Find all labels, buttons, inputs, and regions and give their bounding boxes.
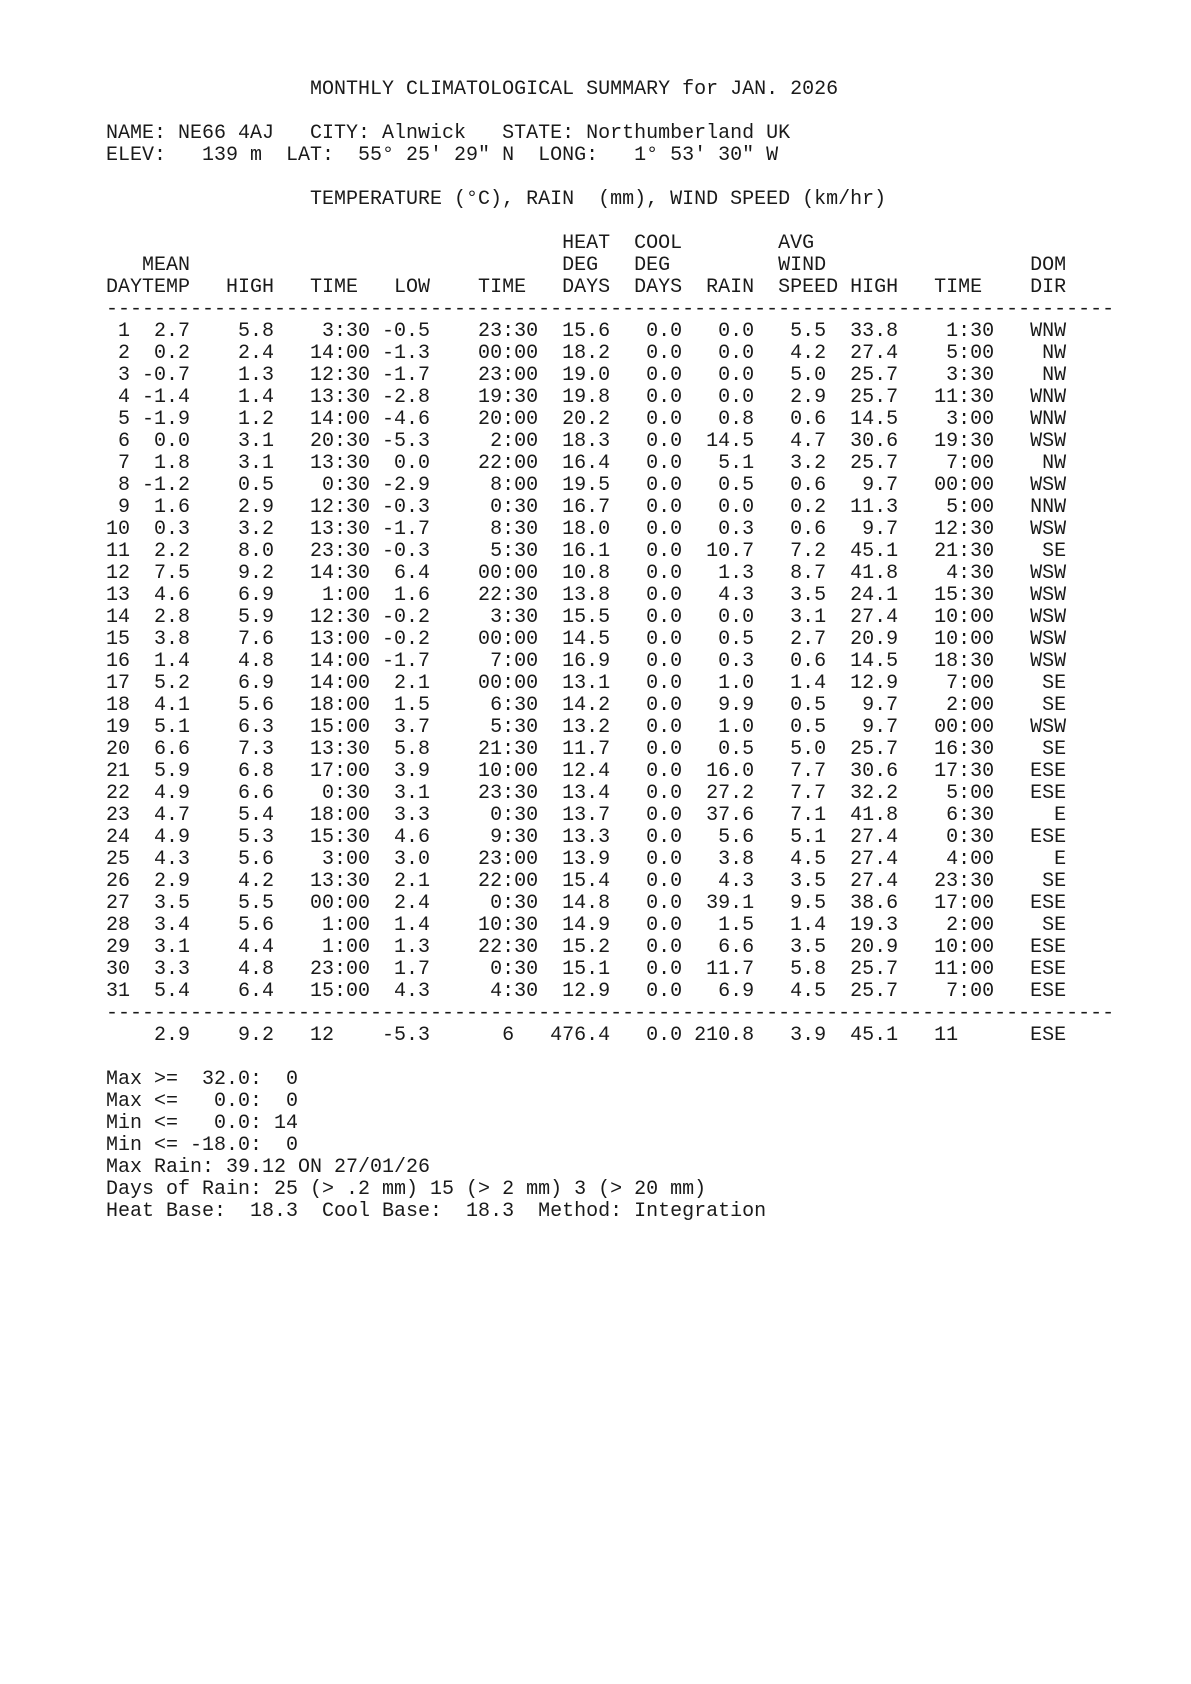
table-row: 28 3.4 5.6 1:00 1.4 10:30 14.9 0.0 1.5 1.4 19.3 2:00 SE: [106, 914, 1067, 937]
table-row: 8 -1.2 0.5 0:30 -2.9 8:00 19.5 0.0 0.5 0.6 9.7 00:00 WSW: [106, 474, 1067, 497]
heat-cool-base-line: Heat Base: 18.3 Cool Base: 18.3 Method: Integration: [106, 1200, 767, 1223]
table-bottom-rule: ------------------------------------------------------------------------------------: [106, 1002, 1115, 1025]
table-row: 5 -1.9 1.2 14:00 -4.6 20:00 20.2 0.0 0.8 0.6 14.5 3:00 WNW: [106, 408, 1067, 431]
table-row: 1 2.7 5.8 3:30 -0.5 23:30 15.6 0.0 0.0 5.5 33.8 1:30 WNW: [106, 320, 1067, 343]
table-row: 20 6.6 7.3 13:30 5.8 21:30 11.7 0.0 0.5 5.0 25.7 16:30 SE: [106, 738, 1067, 761]
table-row: 22 4.9 6.6 0:30 3.1 23:30 13.4 0.0 27.2 7.7 32.2 5:00 ESE: [106, 782, 1067, 805]
threshold-line: Max <= 0.0: 0: [106, 1090, 299, 1113]
table-row: 29 3.1 4.4 1:00 1.3 22:30 15.2 0.0 6.6 3.5 20.9 10:00 ESE: [106, 936, 1067, 959]
table-row: 19 5.1 6.3 15:00 3.7 5:30 13.2 0.0 1.0 0.5 9.7 00:00 WSW: [106, 716, 1067, 739]
climate-report-document: [106, 79, 1114, 1223]
table-row: 24 4.9 5.3 15:30 4.6 9:30 13.3 0.0 5.6 5.1 27.4 0:30 ESE: [106, 826, 1067, 849]
table-body: [106, 320, 1066, 1003]
table-row: 26 2.9 4.2 13:30 2.1 22:00 15.4 0.0 4.3 3.5 27.4 23:30 SE: [106, 870, 1067, 893]
table-header-line-1: HEAT COOL AVG: [106, 232, 815, 255]
table-header-line-3: DAYTEMP HIGH TIME LOW TIME DAYS DAYS RAIN SPEED HIGH TIME DIR: [106, 276, 1067, 299]
table-row: 30 3.3 4.8 23:00 1.7 0:30 15.1 0.0 11.7 5.8 25.7 11:00 ESE: [106, 958, 1067, 981]
table-row: 27 3.5 5.5 00:00 2.4 0:30 14.8 0.0 39.1 9.5 38.6 17:00 ESE: [106, 892, 1067, 915]
station-location-line: ELEV: 139 m LAT: 55° 25' 29" N LONG: 1° 53' 30" W: [106, 144, 779, 167]
threshold-line: Min <= -18.0: 0: [106, 1134, 299, 1157]
table-row: 13 4.6 6.9 1:00 1.6 22:30 13.8 0.0 4.3 3.5 24.1 15:30 WSW: [106, 584, 1067, 607]
table-row: 15 3.8 7.6 13:00 -0.2 00:00 14.5 0.0 0.5 2.7 20.9 10:00 WSW: [106, 628, 1067, 651]
report-title: MONTHLY CLIMATOLOGICAL SUMMARY for JAN. 2026: [310, 78, 839, 101]
table-row: 4 -1.4 1.4 13:30 -2.8 19:30 19.8 0.0 0.0 2.9 25.7 11:30 WNW: [106, 386, 1067, 409]
days-of-rain-line: Days of Rain: 25 (> .2 mm) 15 (> 2 mm) 3 (> 20 mm): [106, 1178, 707, 1201]
station-identity-line: NAME: NE66 4AJ CITY: Alnwick STATE: Northumberland UK: [106, 122, 791, 145]
footer-thresholds: [106, 1068, 298, 1157]
table-row: 10 0.3 3.2 13:30 -1.7 8:30 18.0 0.0 0.3 0.6 9.7 12:30 WSW: [106, 518, 1067, 541]
table-row: 31 5.4 6.4 15:00 4.3 4:30 12.9 0.0 6.9 4.5 25.7 7:00 ESE: [106, 980, 1067, 1003]
threshold-line: Max >= 32.0: 0: [106, 1068, 299, 1091]
table-row: 23 4.7 5.4 18:00 3.3 0:30 13.7 0.0 37.6 7.1 41.8 6:30 E: [106, 804, 1067, 827]
units-line: TEMPERATURE (°C), RAIN (mm), WIND SPEED (km/hr): [310, 188, 887, 211]
table-row: 9 1.6 2.9 12:30 -0.3 0:30 16.7 0.0 0.0 0.2 11.3 5:00 NNW: [106, 496, 1067, 519]
max-rain-line: Max Rain: 39.12 ON 27/01/26: [106, 1156, 431, 1179]
table-summary-row: 2.9 9.2 12 -5.3 6 476.4 0.0 210.8 3.9 45.1 11 ESE: [106, 1024, 1067, 1047]
table-row: 7 1.8 3.1 13:30 0.0 22:00 16.4 0.0 5.1 3.2 25.7 7:00 NW: [106, 452, 1067, 475]
table-row: 16 1.4 4.8 14:00 -1.7 7:00 16.9 0.0 0.3 0.6 14.5 18:30 WSW: [106, 650, 1067, 673]
table-row: 17 5.2 6.9 14:00 2.1 00:00 13.1 0.0 1.0 1.4 12.9 7:00 SE: [106, 672, 1067, 695]
table-row: 25 4.3 5.6 3:00 3.0 23:00 13.9 0.0 3.8 4.5 27.4 4:00 E: [106, 848, 1067, 871]
table-header-line-2: MEAN DEG DEG WIND DOM: [106, 254, 1067, 277]
table-row: 14 2.8 5.9 12:30 -0.2 3:30 15.5 0.0 0.0 3.1 27.4 10:00 WSW: [106, 606, 1067, 629]
table-row: 3 -0.7 1.3 12:30 -1.7 23:00 19.0 0.0 0.0 5.0 25.7 3:30 NW: [106, 364, 1067, 387]
table-row: 11 2.2 8.0 23:30 -0.3 5:30 16.1 0.0 10.7 7.2 45.1 21:30 SE: [106, 540, 1067, 563]
table-row: 2 0.2 2.4 14:00 -1.3 00:00 18.2 0.0 0.0 4.2 27.4 5:00 NW: [106, 342, 1067, 365]
table-top-rule: ------------------------------------------------------------------------------------: [106, 298, 1115, 321]
threshold-line: Min <= 0.0: 14: [106, 1112, 299, 1135]
table-row: 6 0.0 3.1 20:30 -5.3 2:00 18.3 0.0 14.5 4.7 30.6 19:30 WSW: [106, 430, 1067, 453]
table-row: 21 5.9 6.8 17:00 3.9 10:00 12.4 0.0 16.0 7.7 30.6 17:30 ESE: [106, 760, 1067, 783]
table-row: 12 7.5 9.2 14:30 6.4 00:00 10.8 0.0 1.3 8.7 41.8 4:30 WSW: [106, 562, 1067, 585]
table-row: 18 4.1 5.6 18:00 1.5 6:30 14.2 0.0 9.9 0.5 9.7 2:00 SE: [106, 694, 1067, 717]
